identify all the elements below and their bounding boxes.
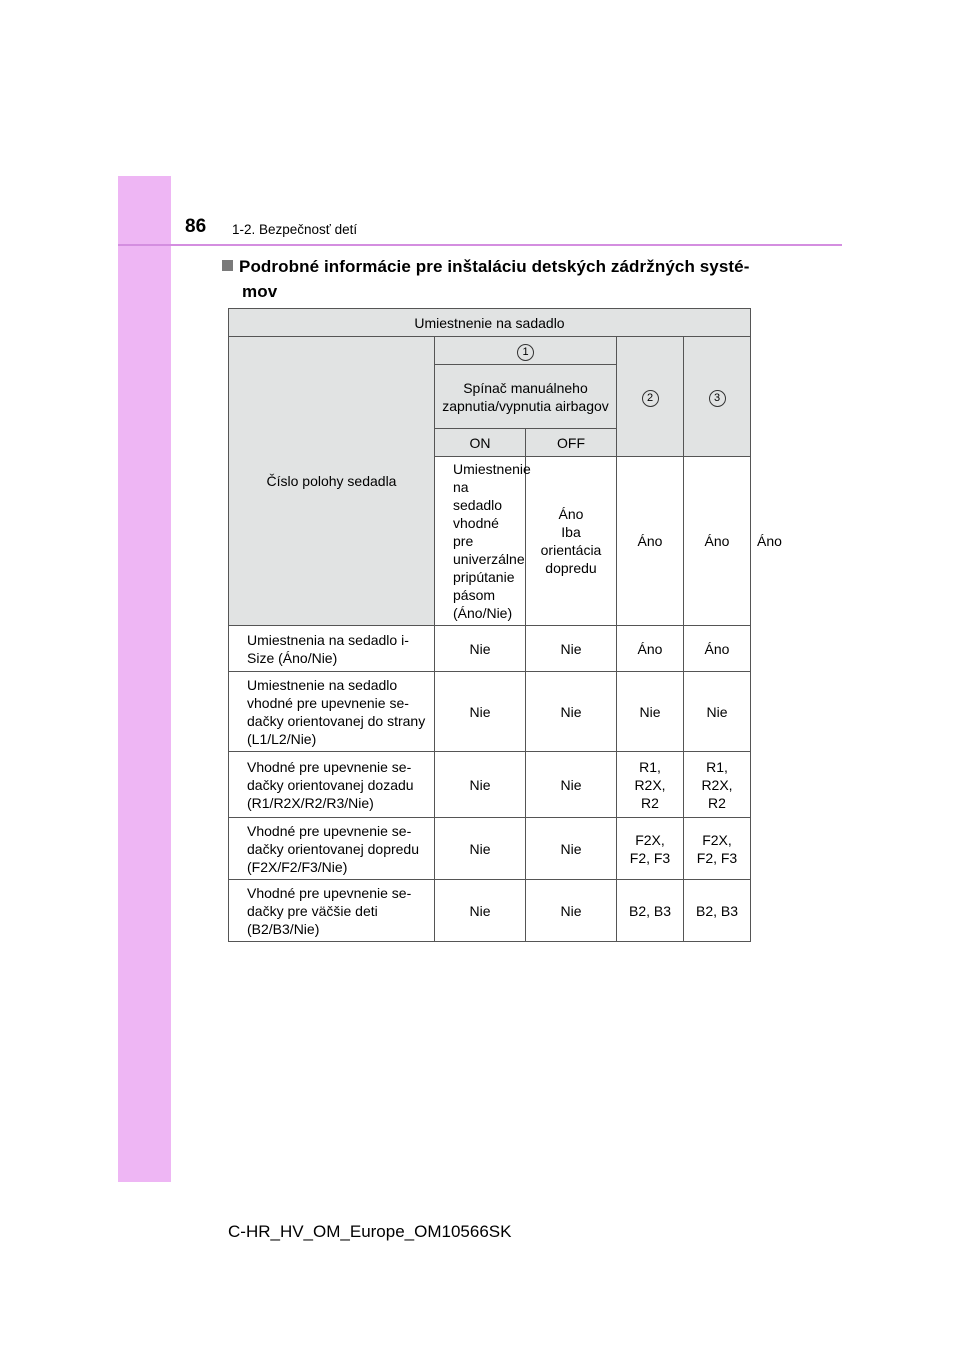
table-row [229,818,751,880]
on-cell: Nie [435,880,526,942]
section-heading [222,254,762,304]
column-2-cell: Nie [617,672,684,752]
airbag-switch-header: Spínač manuálneho zapnutia/vypnutia airbagov [435,365,617,429]
on-cell: Áno Iba orientácia dopredu [526,457,617,626]
square-bullet-icon [222,260,233,271]
circled-number-3: 3 [709,390,726,407]
off-cell: Nie [526,752,617,818]
seat-installation-table [228,308,782,942]
table-row: Umiestnenie na sedadlo vhodné pre univerzálne pripútanie pásom (Áno/Nie) Áno Iba orientácia dopredu Áno Áno Áno [229,457,751,626]
on-cell: Nie [435,626,526,672]
column-2-cell: B2, B3 [617,880,684,942]
column-3-cell: F2X, F2, F3 [684,818,751,880]
table-row [229,626,751,672]
table-row [229,752,751,818]
off-cell: Nie [526,626,617,672]
off-cell: Áno [617,457,684,626]
on-cell: Nie [435,752,526,818]
on-header: ON [435,429,526,457]
row-label-cell: Vhodné pre upevnenie se-dačky orientovanej dopredu (F2X/F2/F3/Nie) [229,818,435,880]
row-label-cell: Umiestnenie na sedadlo vhodné pre upevnenie se-dačky orientovanej do strany (L1/L2/Nie) [229,672,435,752]
table-title: Umiestnenie na sadadlo [229,309,751,337]
row-label-cell: Umiestnenie na sedadlo vhodné pre univerzálne pripútanie pásom (Áno/Nie) [435,457,526,626]
on-cell: Nie [435,672,526,752]
header-divider [118,244,842,246]
circled-number-2: 2 [642,390,659,407]
on-cell: Nie [435,818,526,880]
page-number: 86 [185,216,207,237]
heading-line-1: Podrobné informácie pre inštaláciu detských zádržných systé- [239,257,750,276]
off-cell: Nie [526,818,617,880]
side-color-strip [118,176,171,1182]
row-label-cell: Vhodné pre upevnenie se-dačky orientovanej dozadu (R1/R2X/R2/R3/Nie) [229,752,435,818]
off-cell: Nie [526,880,617,942]
column-2-cell: F2X, F2, F3 [617,818,684,880]
section-title: 1-2. Bezpečnosť detí [232,222,358,237]
circled-number-1: 1 [517,344,534,361]
row-label-cell: Umiestnenia na sedadlo i-Size (Áno/Nie) [229,626,435,672]
heading-line-2: mov [242,282,278,301]
document-code: C-HR_HV_OM_Europe_OM10566SK [228,1222,512,1241]
column-3-cell: B2, B3 [684,880,751,942]
column-2-cell: Áno [617,626,684,672]
table-row [229,672,751,752]
column-1-header [435,337,617,365]
column-2-cell: R1, R2X, R2 [617,752,684,818]
column-3-header [684,337,751,457]
off-header: OFF [526,429,617,457]
row-label-cell: Vhodné pre upevnenie se-dačky pre väčšie deti (B2/B3/Nie) [229,880,435,942]
column-3-cell: Áno [684,626,751,672]
column-3-cell: Nie [684,672,751,752]
off-cell: Nie [526,672,617,752]
column-3-cell: R1, R2X, R2 [684,752,751,818]
row-header-seat-position: Číslo polohy sedadla [229,337,435,626]
column-2-cell: Áno [684,457,751,626]
table-row [229,880,751,942]
column-2-header [617,337,684,457]
